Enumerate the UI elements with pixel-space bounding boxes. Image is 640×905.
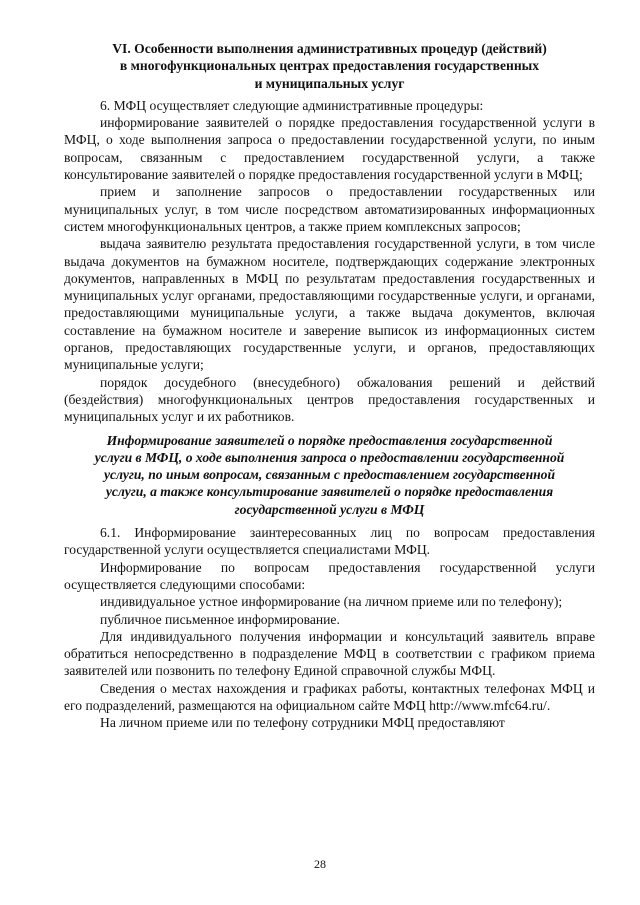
paragraph: Информирование по вопросам предоставления государственной услуги осуществляется следующими способами: xyxy=(64,559,595,592)
paragraph: Для индивидуального получения информации и консультаций заявитель вправе обратиться непосредственно в подразделение МФЦ в соответствии с графиком приема заявителей или позвонить по телефону Единой справочной службы МФЦ. xyxy=(64,628,595,679)
paragraph: прием и заполнение запросов о предоставлении государственных или муниципальных услуг, в том числе посредством автоматизированных информационных систем многофункциональных центров, а также прием комплексных запросов; xyxy=(64,184,595,234)
paragraph: порядок досудебного (внесудебного) обжалования решений и действий (бездействия) многофункциональных центров предоставления государственных и муниципальных услуг и их работников. xyxy=(64,374,595,425)
paragraph: публичное письменное информирование. xyxy=(100,611,340,627)
subsection-heading-line: услуги, по иным вопросам, связанным с предоставлением государственной xyxy=(103,467,556,483)
section-heading-line: в многофункциональных центрах предоставления государственных xyxy=(119,58,540,74)
section-heading-line: и муниципальных услуг xyxy=(254,75,405,91)
section-heading-line: VI. Особенности выполнения административных процедур (действий) xyxy=(112,41,547,56)
subsection-heading-line: услуги в МФЦ, о ходе выполнения запроса о предоставлении государственной xyxy=(94,449,565,465)
page-number: 28 xyxy=(314,857,326,871)
subsection-heading-line: услуги, а также консультирование заявителей о порядке предоставления xyxy=(105,484,554,500)
paragraph: выдача заявителю результата предоставления государственной услуги, в том числе выдача документов на бумажном носителе, подтверждающих содержание электронных документов, направленных в МФЦ по результатам предоставления государственных и муниципальных услуг органами, предоставляющими государственные услуги, и органами, предоставляющими муниципальные услуги, а также выдача документов, включая составление на бумажном носителе и заверение выписок из информационных систем органов, предоставляющих государственные услуги, и органов, предоставляющих муниципальные услуги; xyxy=(64,236,595,373)
paragraph: Сведения о местах нахождения и графиках работы, контактных телефонах МФЦ и его подразделений, размещаются на официальном сайте МФЦ http://www.mfc64.ru/. xyxy=(64,680,595,713)
subsection-heading-line: государственной услуги в МФЦ xyxy=(234,501,425,517)
paragraph: индивидуальное устное информирование (на личном приеме или по телефону); xyxy=(100,594,563,610)
subsection-heading-line: Информирование заявителей о порядке предоставления государственной xyxy=(106,432,553,448)
paragraph: 6.1. Информирование заинтересованных лиц по вопросам предоставления государственной услуги осуществляется специалистами МФЦ. xyxy=(64,525,595,558)
subsection-heading xyxy=(64,432,595,518)
paragraph: 6. МФЦ осуществляет следующие административные процедуры: xyxy=(100,97,484,113)
section-heading xyxy=(64,40,595,92)
paragraph: На личном приеме или по телефону сотрудники МФЦ предоставляют xyxy=(100,715,505,731)
paragraph: информирование заявителей о порядке предоставления государственной услуги в МФЦ, о ходе выполнения запроса о предоставлении государственной услуги, по иным вопросам, связанным с предоставлением государственной услуги, а также консультирование заявителей о порядке предоставления государственной услуги в МФЦ; xyxy=(64,115,595,183)
